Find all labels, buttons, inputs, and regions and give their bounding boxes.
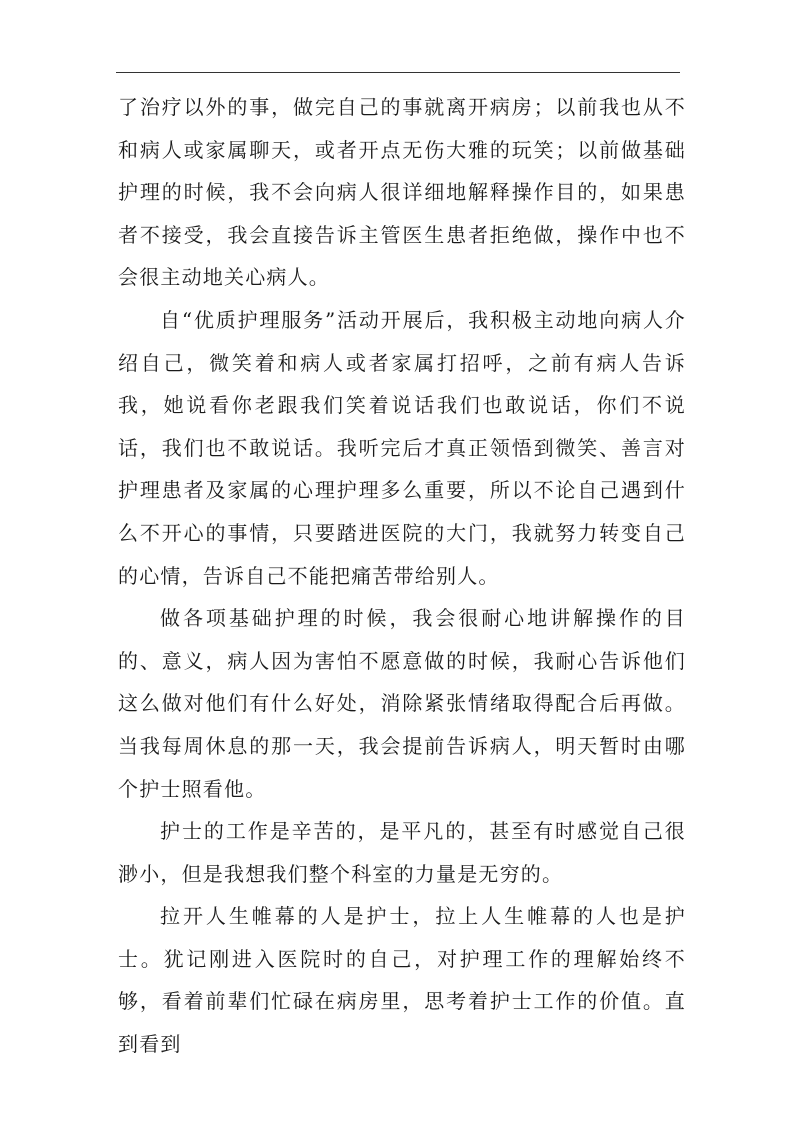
paragraph-1: 了治疗以外的事，做完自己的事就离开病房；以前我也从不和病人或家属聊天，或者开点无伤大雅的玩笑；以前做基础护理的时候，我不会向病人很详细地解释操作目的，如果患者不接受，我会直接告诉主管医生患者拒绝做，操作中也不会很主动地关心病人。 — [118, 95, 686, 290]
paragraph-2: 自“优质护理服务”活动开展后，我积极主动地向病人介绍自己，微笑着和病人或者家属打招呼，之前有病人告诉我，她说看你老跟我们笑着说话我们也敢说话，你们不说话，我们也不敢说话。我听完后才真正领悟到微笑、善言对护理患者及家属的心理护理多么重要，所以不论自己遇到什么不开心的事情，只要踏进医院的大门，我就努力转变自己的心情，告诉自己不能把痛苦带给别人。 — [118, 307, 686, 588]
header-rule — [116, 72, 680, 73]
document-body — [118, 86, 686, 1066]
paragraph-3: 做各项基础护理的时候，我会很耐心地讲解操作的目的、意义，病人因为害怕不愿意做的时候，我耐心告诉他们这么做对他们有什么好处，消除紧张情绪取得配合后再做。当我每周休息的那一天，我会提前告诉病人，明天暂时由哪个护士照看他。 — [118, 606, 686, 801]
paragraph-5: 拉开人生帷幕的人是护士，拉上人生帷幕的人也是护士。犹记刚进入医院时的自己，对护理工作的理解始终不够，看着前辈们忙碌在病房里，思考着护士工作的价值。直到看到 — [118, 904, 686, 1057]
paragraph-4: 护士的工作是辛苦的，是平凡的，甚至有时感觉自己很渺小，但是我想我们整个科室的力量是无穷的。 — [118, 819, 686, 886]
